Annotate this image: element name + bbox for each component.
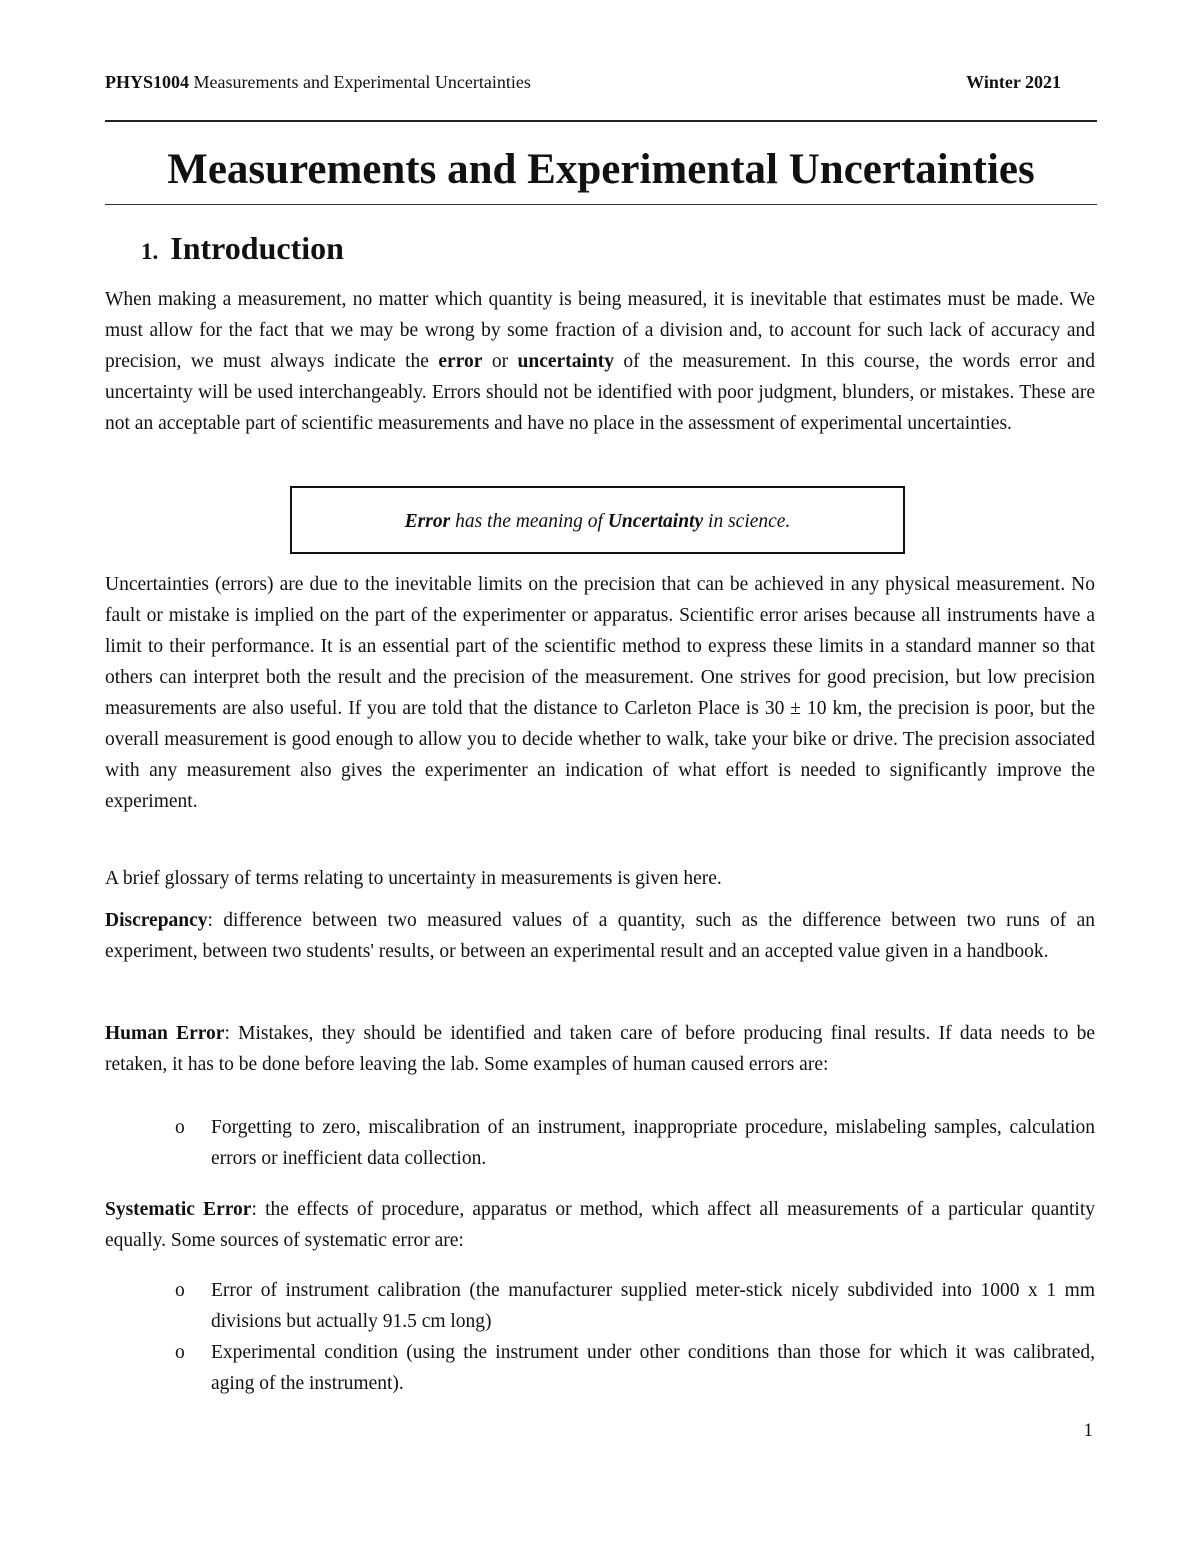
- list-item-text: Error of instrument calibration (the manufacturer supplied meter-stick nicely subdivided into 1000 x 1 mm divisions but actually 91.5 cm long): [211, 1280, 1095, 1332]
- intro-bold-error: error: [438, 351, 483, 372]
- title-divider: [105, 204, 1097, 205]
- callout-text-1: has the meaning of: [450, 511, 608, 532]
- section-heading: [141, 226, 344, 274]
- human-error-definition: : Mistakes, they should be identified and taken care of before producing final results. If data needs to be retaken, it has to be done before leaving the lab. Some examples of human caused errors are:: [105, 1023, 1095, 1075]
- callout-bold-error: Error: [404, 511, 451, 532]
- systematic-error-term: Systematic Error: [105, 1199, 252, 1220]
- list-item: [105, 1337, 1095, 1399]
- header-term: Winter 2021: [966, 72, 1061, 92]
- header-divider: [105, 120, 1097, 122]
- intro-text-3: of the measurement. In this course, the words error and uncertainty will be used interchangeably. Errors should not be identified with poor judgment, blunders, or mistakes. These are not an acceptable part of scientific measurements and have no place in the assessment of experimental uncertainties.: [105, 351, 1095, 434]
- intro-text-2: or: [482, 351, 518, 372]
- intro-paragraph: [105, 284, 1095, 439]
- glossary-systematic-error: [105, 1194, 1095, 1256]
- header-course: [105, 72, 531, 93]
- uncertainties-paragraph: Uncertainties (errors) are due to the inevitable limits on the precision that can be achieved in any physical measurement. No fault or mistake is implied on the part of the experimenter or apparatus. Scientific error arises because all instruments have a limit to their performance. It is an essential part of the scientific method to express these limits in a standard manner so that others can interpret both the result and the precision of the measurement. One strives for good precision, but low precision measurements are also useful. If you are told that the distance to Carleton Place is 30 ± 10 km, the precision is poor, but the overall measurement is good enough to allow you to decide whether to walk, take your bike or drive. The precision associated with any measurement also gives the experimenter an indication of what effort is needed to significantly improve the experiment.: [105, 574, 1095, 812]
- section-title: Introduction: [170, 230, 344, 266]
- section-number: 1.: [141, 239, 159, 264]
- bullet-marker: o: [175, 1117, 185, 1138]
- discrepancy-term: Discrepancy: [105, 910, 208, 931]
- bullet-marker: o: [175, 1342, 185, 1363]
- human-error-list: [105, 1112, 1095, 1174]
- course-code: PHYS1004: [105, 72, 190, 92]
- systematic-error-definition: : the effects of procedure, apparatus or method, which affect all measurements of a particular quantity equally. Some sources of systematic error are:: [105, 1199, 1095, 1251]
- page-number: 1: [1083, 1420, 1093, 1441]
- document-page: [105, 0, 1097, 1553]
- list-item: [105, 1275, 1095, 1337]
- intro-text-1: When making a measurement, no matter which quantity is being measured, it is inevitable that estimates must be made. We must allow for the fact that we may be wrong by some fraction of a division and, to account for such lack of accuracy and precision, we must always indicate the: [105, 289, 1095, 372]
- page-title: Measurements and Experimental Uncertainties: [167, 146, 1035, 193]
- bullet-marker: o: [175, 1280, 185, 1301]
- glossary-discrepancy: [105, 905, 1095, 967]
- discrepancy-definition: : difference between two measured values of a quantity, such as the difference between two runs of an experiment, between two students' results, or between an experimental result and an accepted value given in a handbook.: [105, 910, 1095, 962]
- glossary-intro: A brief glossary of terms relating to uncertainty in measurements is given here.: [105, 868, 722, 889]
- list-item: [105, 1112, 1095, 1174]
- human-error-term: Human Error: [105, 1023, 225, 1044]
- intro-bold-uncertainty: uncertainty: [517, 351, 614, 372]
- glossary-human-error: [105, 1018, 1095, 1080]
- running-header: [105, 72, 1097, 98]
- list-item-text: Forgetting to zero, miscalibration of an instrument, inappropriate procedure, mislabeling samples, calculation errors or inefficient data collection.: [211, 1117, 1095, 1169]
- callout-box: [290, 486, 905, 554]
- callout-text-2: in science.: [703, 511, 791, 532]
- course-title: Measurements and Experimental Uncertainties: [193, 72, 531, 92]
- systematic-error-list: [105, 1275, 1095, 1399]
- callout-bold-uncertainty: Uncertainty: [607, 511, 704, 532]
- list-item-text: Experimental condition (using the instrument under other conditions than those for which it was calibrated, aging of the instrument).: [211, 1342, 1095, 1394]
